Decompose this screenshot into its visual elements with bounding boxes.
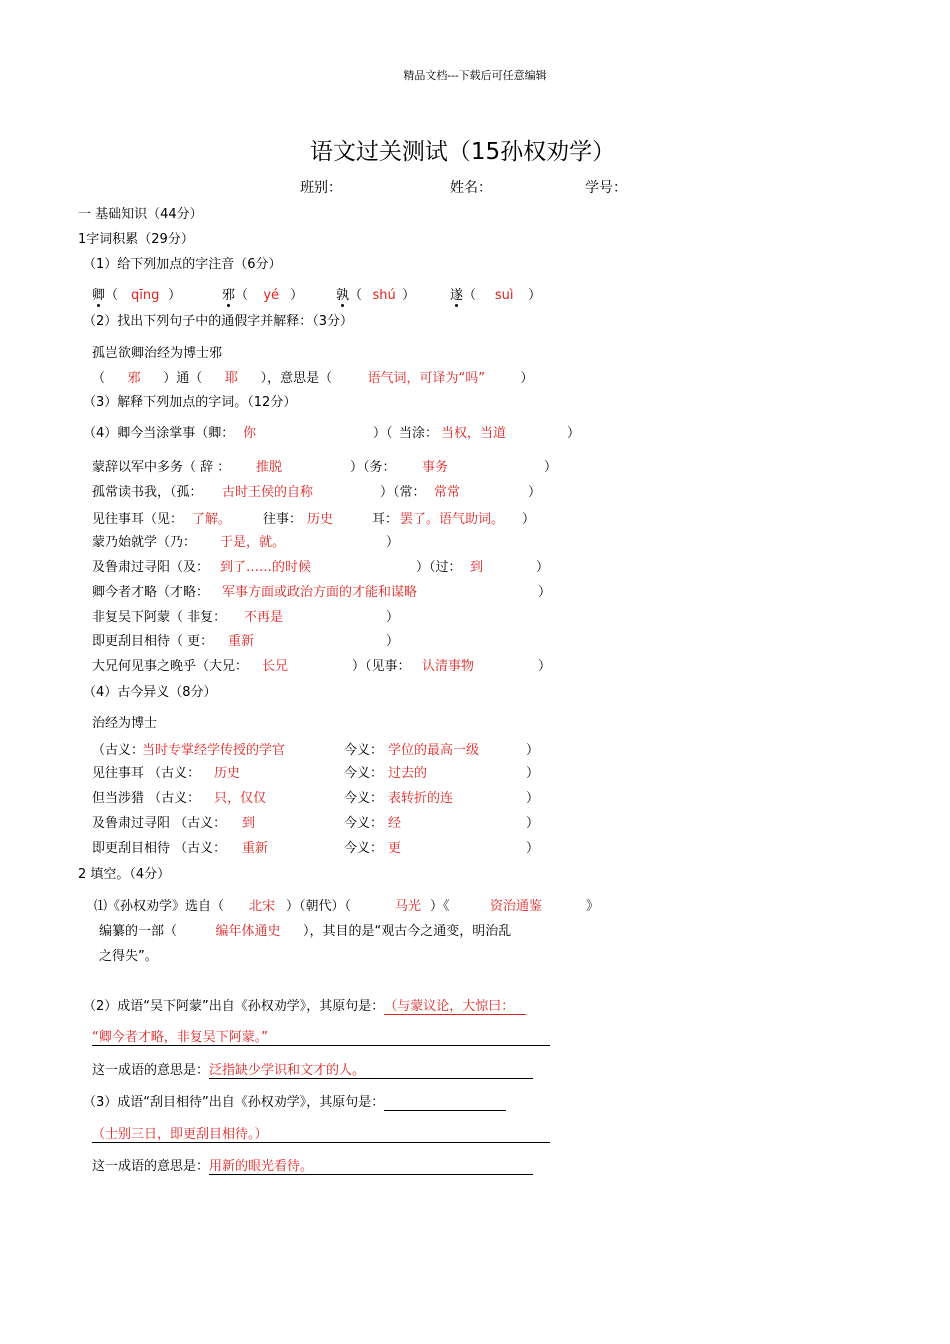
answer: 学位的最高一级 [388, 743, 480, 758]
text: 今义： [344, 743, 384, 758]
answer-line [83, 422, 580, 441]
answer: 资治通鉴 [489, 899, 542, 914]
text: ） [526, 743, 540, 758]
text: ） [526, 791, 540, 806]
answer: 了解。 [192, 512, 232, 527]
text: 及鲁肃过寻阳 （古义： [92, 816, 227, 831]
answer: 到 [470, 560, 484, 575]
answer: 事务 [422, 460, 449, 475]
answer: 历史 [307, 512, 334, 527]
meaning-row [92, 837, 539, 856]
answer: 军事方面或政治方面的才能和谋略 [222, 585, 418, 600]
definition-row [92, 531, 399, 550]
answer: 长兄 [262, 659, 289, 674]
answer: （士别三日，即更刮目相待。） [92, 1123, 550, 1143]
text: 大兄何见事之晚乎（大兄： [92, 659, 249, 674]
text: 今义： [344, 841, 384, 856]
definition-row [92, 630, 399, 649]
answer: 耶 [224, 371, 238, 386]
question-title: （2）找出下列句子中的通假字并解释：（3分） [83, 314, 354, 329]
answer: 重新 [228, 634, 255, 649]
question-line [83, 1091, 506, 1111]
text: ）通（ [163, 371, 203, 386]
answer: 推脱 [256, 460, 283, 475]
sentence: 治经为博士 [92, 716, 158, 731]
answer: 北宋 [248, 899, 275, 914]
answer: （与蒙议论，大惊曰： [384, 995, 526, 1015]
text: 这一成语的意思是： [92, 1063, 210, 1078]
question-title: （3）解释下列加点的字词。（12分） [83, 395, 297, 410]
text: （3）成语“刮目相待”出自《孙权劝学》，其原句是： [83, 1095, 385, 1110]
text: 这一成语的意思是： [92, 1159, 210, 1174]
text: ） [538, 585, 552, 600]
answer: 常常 [434, 485, 461, 500]
answer: 历史 [214, 766, 241, 781]
text: 蒙乃始就学（乃： [92, 535, 197, 550]
answer: 当时专掌经学传授的学官 [142, 743, 286, 758]
text: ）（常： [380, 485, 426, 500]
definition-row [92, 481, 541, 500]
answer: 重新 [242, 841, 269, 856]
text: ）（过： [416, 560, 462, 575]
subsection-heading: 1字词积累（29分） [78, 232, 194, 247]
text: （2）成语“吴下阿蒙”出自《孙权劝学》，其原句是： [83, 999, 385, 1014]
dotted-char: 遂 [450, 284, 463, 303]
answer: 认清事物 [422, 659, 475, 674]
answer: shú [372, 288, 396, 303]
text: 往事： [263, 512, 303, 527]
answer: 马光 [394, 899, 421, 914]
text: ⑴《孙权劝学》选自（ [94, 899, 225, 914]
text: （4）卿今当涂掌事（卿： [83, 426, 235, 441]
text: ） [386, 634, 400, 649]
text: 即更刮目相待 （古义： [92, 841, 227, 856]
text: ） [520, 371, 534, 386]
answer: 到 [242, 816, 256, 831]
sentence: 孤岂欲卿治经为博士邪 [92, 346, 223, 361]
text: ） [386, 535, 400, 550]
text: ） [526, 816, 540, 831]
text: ） [536, 560, 550, 575]
text: ）（见事： [352, 659, 411, 674]
answer: 罢了。语气助词。 [400, 512, 505, 527]
text: 当涂： [399, 426, 439, 441]
text: （ [92, 371, 106, 386]
header-note: 精品文档---下载后可任意编辑 [403, 69, 547, 82]
answer: 语气词，可译为“吗” [367, 371, 485, 386]
answer: 更 [388, 841, 402, 856]
dotted-char: 卿 [92, 284, 105, 303]
text: ）（ [373, 426, 393, 441]
definition-row [92, 655, 551, 674]
text: 孤常读书我，（孤： [92, 485, 203, 500]
page-title: 语文过关测试（15孙权劝学） [309, 139, 616, 165]
pinyin-item [450, 284, 541, 303]
answer-line [92, 367, 533, 386]
id-label: 学号： [585, 180, 627, 196]
answer: “卿今者才略，非复吴下阿蒙。” [92, 1026, 550, 1046]
answer: 不再是 [244, 610, 284, 625]
answer: 当权，当道 [441, 426, 507, 441]
text: 蒙辞以军中多务（ 辞 ： [92, 460, 231, 475]
meaning-row [92, 762, 539, 781]
answer: 编年体通史 [215, 924, 281, 939]
answer: qīng [130, 288, 160, 303]
text: 卿今者才略（才略： [92, 585, 210, 600]
definition-row [92, 456, 557, 475]
answer: 到了……的时候 [220, 560, 312, 575]
fill-line [99, 920, 511, 939]
question-line [92, 1155, 533, 1175]
text: ）（务： [350, 460, 396, 475]
meaning-row [92, 812, 539, 831]
answer: 邪 [127, 371, 141, 386]
pinyin-item [222, 284, 303, 303]
text: 非复吴下阿蒙（ 非复： [92, 610, 227, 625]
text: 今义： [344, 766, 384, 781]
answer: 于是，就。 [220, 535, 286, 550]
text: 今义： [344, 816, 384, 831]
answer: 古时王侯的自称 [222, 485, 314, 500]
question-title: （4）古今异义（8分） [83, 685, 217, 700]
pinyin-item [92, 284, 181, 303]
text: ），其目的是“观古今之通变，明治乱 [303, 924, 512, 939]
text: ）《 [430, 899, 450, 914]
meaning-row [92, 739, 539, 758]
text: 耳： [372, 512, 399, 527]
fill-line: 之得失”。 [99, 949, 158, 964]
paren-open: （ [105, 288, 119, 303]
answer: yé [263, 288, 280, 303]
class-label: 班别： [300, 180, 342, 196]
fill-line [94, 895, 599, 914]
answer: 表转折的连 [388, 791, 454, 806]
answer-blank [92, 1026, 550, 1046]
paren-close: ） [290, 288, 304, 303]
paren-open: （ [235, 288, 249, 303]
paren-close: ） [168, 288, 182, 303]
text: 见往事耳 （古义： [92, 766, 201, 781]
question-title: （1）给下列加点的字注音（6分） [83, 257, 282, 272]
pinyin-item [336, 284, 415, 303]
text: 但当涉猎 （古义： [92, 791, 201, 806]
answer: suì [494, 288, 514, 303]
text: ） [526, 841, 540, 856]
answer: 经 [388, 816, 402, 831]
paren-close: ） [528, 288, 542, 303]
answer: 只，仅仅 [214, 791, 267, 806]
text: ） [567, 426, 581, 441]
answer: 用新的眼光看待。 [209, 1155, 533, 1175]
text: 》 [586, 899, 600, 914]
section-heading: 一 基础知识（44分） [78, 207, 203, 222]
question-line [92, 1059, 533, 1079]
subsection-heading: 2 填空。（4分） [78, 867, 171, 882]
text: ），意思是（ [260, 371, 333, 386]
answer: 你 [243, 426, 257, 441]
text: 编纂的一部（ [99, 924, 178, 939]
paren-open: （ [349, 288, 363, 303]
paren-close: ） [402, 288, 416, 303]
definition-row [92, 606, 399, 625]
blank-line [384, 1095, 506, 1111]
text: ） [528, 485, 542, 500]
answer: 过去的 [388, 766, 428, 781]
question-line [83, 995, 526, 1015]
dotted-char: 邪 [222, 284, 235, 303]
text: 即更刮目相待（ 更： [92, 634, 214, 649]
paren-open: （ [463, 288, 477, 303]
definition-row [92, 556, 549, 575]
text: 见往事耳（见： [92, 512, 184, 527]
name-label: 姓名： [450, 180, 492, 196]
answer: 泛指缺少学识和文才的人。 [209, 1059, 533, 1079]
text: ） [538, 659, 552, 674]
answer-blank [92, 1123, 550, 1143]
dotted-char: 孰 [336, 284, 349, 303]
text: 及鲁肃过寻阳（及： [92, 560, 210, 575]
text: ） [526, 766, 540, 781]
definition-row [92, 581, 551, 600]
text: ） [386, 610, 400, 625]
text: 今义： [344, 791, 384, 806]
text: ） [544, 460, 558, 475]
definition-row [92, 508, 535, 527]
meaning-row [92, 787, 539, 806]
text: ） [522, 512, 536, 527]
text: ）（朝代）（ [286, 899, 352, 914]
text: （古义： [92, 743, 145, 758]
